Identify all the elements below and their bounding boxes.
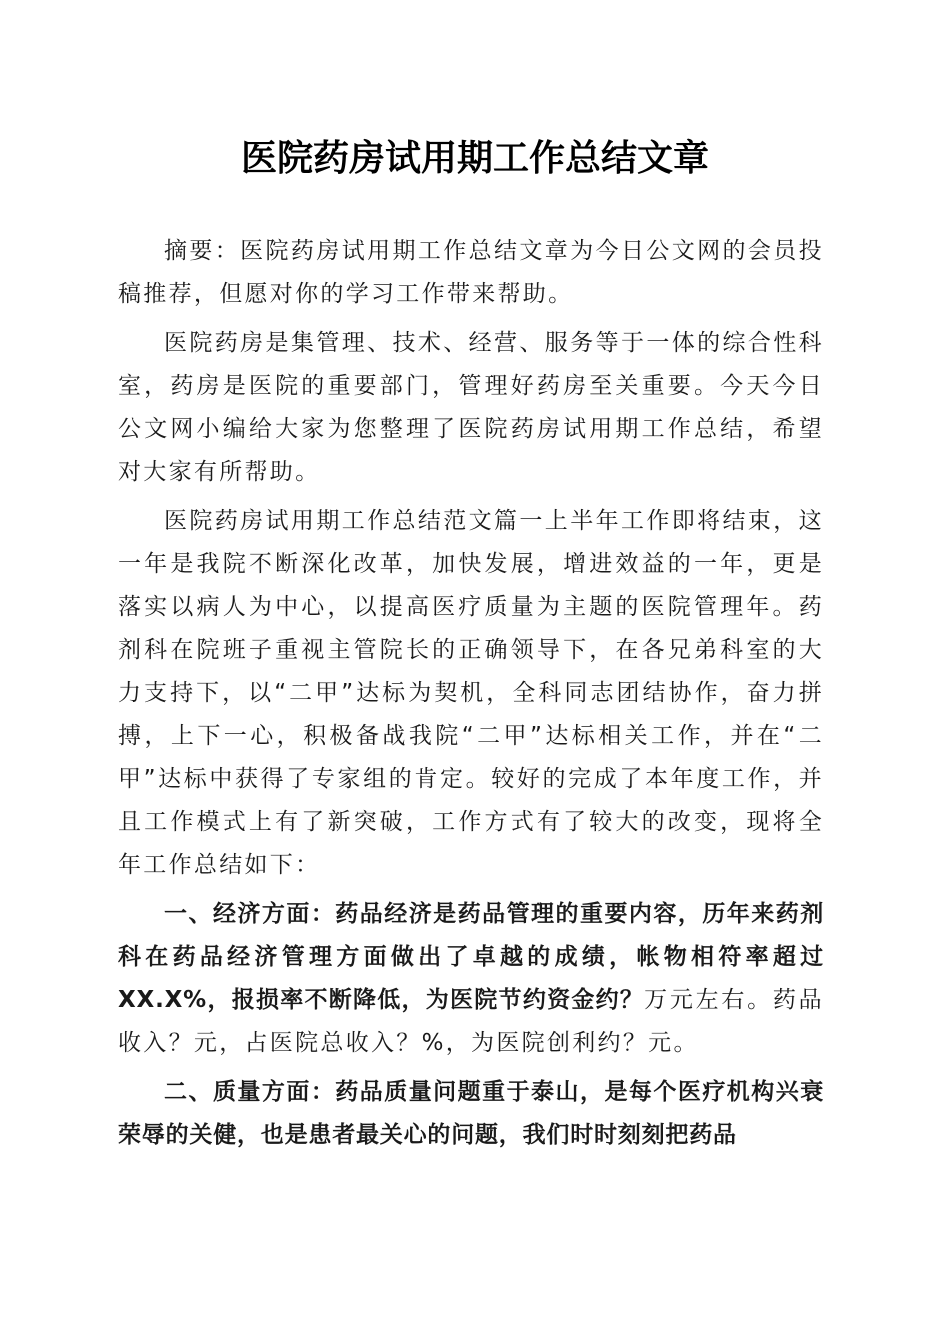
abstract-paragraph: 摘要：医院药房试用期工作总结文章为今日公文网的会员投稿推荐，但愿对你的学习工作带来帮助。 (118, 238, 824, 307)
section-economy-normal: 万元左右。药品收入？元，占医院总收入？%，为医院创利约？元。 (118, 987, 824, 1056)
intro-paragraph: 医院药房是集管理、技术、经营、服务等于一体的综合性科室，药房是医院的重要部门，管理好药房至关重要。今天今日公文网小编给大家为您整理了医院药房试用期工作总结，希望对大家有所帮助。 (118, 330, 824, 485)
summary-paragraph: 医院药房试用期工作总结范文篇一上半年工作即将结束，这一年是我院不断深化改革，加快发展，增进效益的一年，更是落实以病人为中心，以提高医疗质量为主题的医院管理年。药剂科在院班子重视主管院长的正确领导下，在各兄弟科室的大力支持下，以“二甲”达标为契机，全科同志团结协作，奋力拼搏，上下一心，积极备战我院“二甲”达标相关工作，并在“二甲”达标中获得了专家组的肯定。较好的完成了本年度工作，并且工作模式上有了新突破，工作方式有了较大的改变，现将全年工作总结如下： (118, 508, 824, 878)
document-body (118, 230, 824, 1163)
section-quality-paragraph (118, 1071, 824, 1157)
document-title: 医院药房试用期工作总结文章 (240, 137, 709, 179)
section-economy-paragraph (118, 893, 824, 1065)
section-quality-bold: 二、质量方面：药品质量问题重于泰山，是每个医疗机构兴衰荣辱的关健，也是患者最关心的问题，我们时时刻刻把药品 (118, 1079, 824, 1148)
section-economy-bold: 一、经济方面：药品经济是药品管理的重要内容，历年来药剂科在药品经济管理方面做出了卓越的成绩，帐物相符率超过XX.X%，报损率不断降低，为医院节约资金约？ (118, 901, 824, 1013)
